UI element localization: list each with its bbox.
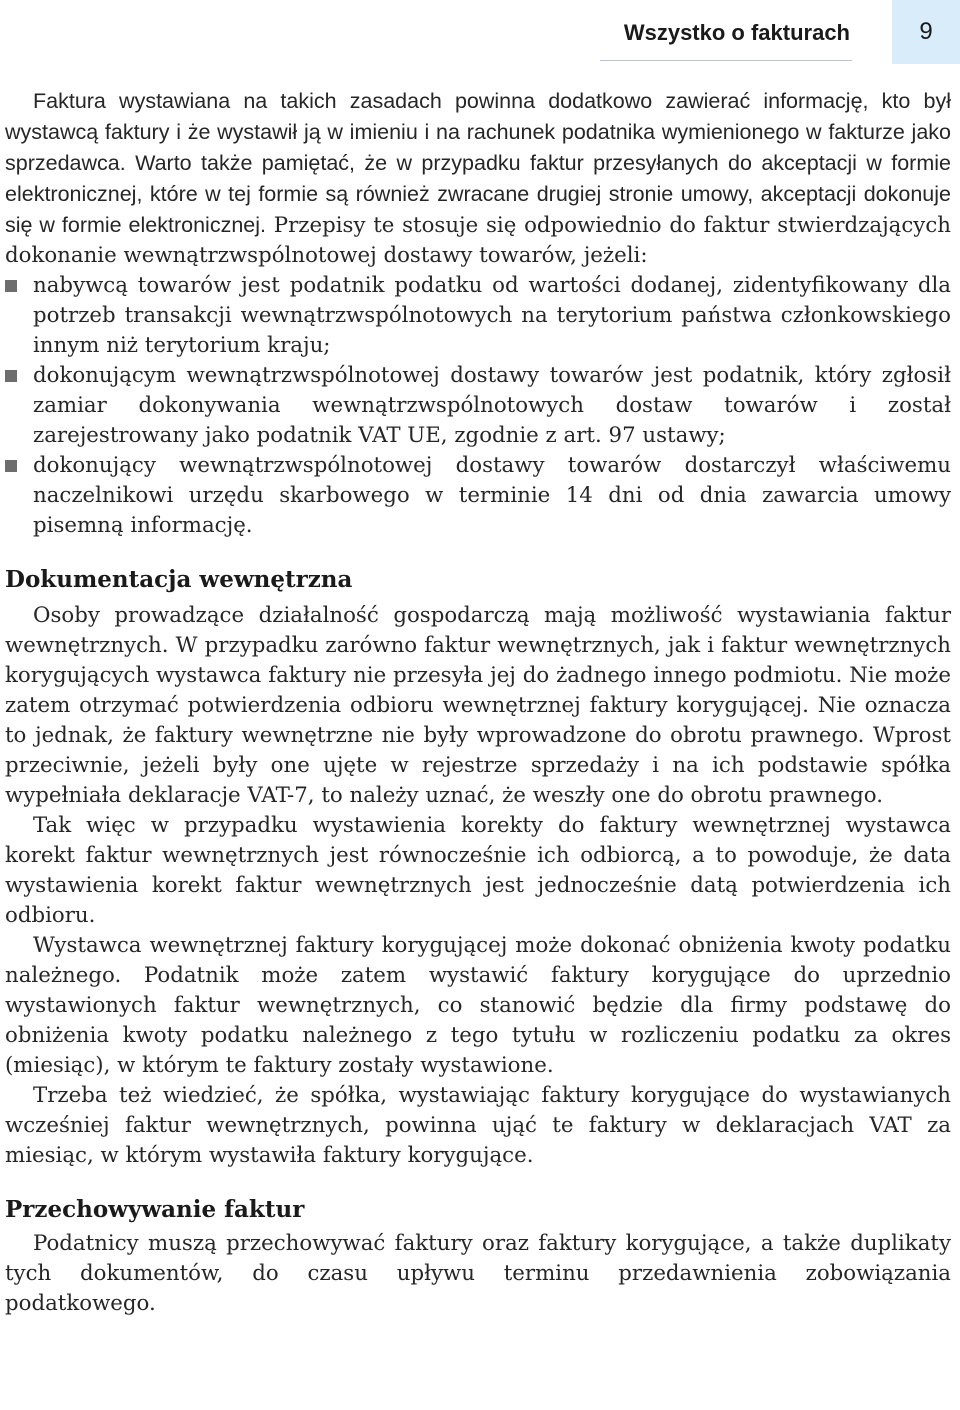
running-title: Wszystko o fakturach [623,20,850,45]
page-body [5,86,951,1319]
bullet-square-icon [5,370,17,382]
section-heading-invoice-storage: Przechowywanie faktur [5,1196,305,1223]
list-item [5,451,951,541]
list-item [5,361,951,451]
header-rule [600,60,852,61]
paragraph: Trzeba też wiedzieć, że spółka, wystawiając faktury korygujące do wystawianych wcześniej faktur wewnętrznych, powinna ująć te faktury w deklaracjach VAT za miesiąc, w którym wystawiła faktury korygujące. [5,1083,951,1168]
conditions-list [5,271,951,541]
list-item-text: dokonującym wewnątrzwspólnotowej dostawy towarów jest podatnik, który zgłosił zamiar dokonywania wewnątrzwspólnotowych dostaw towarów i został zarejestrowany jako podatnik VAT UE, zgodnie z art. 97 ustawy; [33,363,951,448]
intro-paragraph [5,86,951,271]
paragraph: Wystawca wewnętrznej faktury korygującej może dokonać obniżenia kwoty podatku należnego. Podatnik może zatem wystawić faktury korygujące do uprzednio wystawionych faktur wewnętrznych, co stanowić będzie dla firmy podstawę do obniżenia kwoty podatku należnego z tego tytułu w rozliczeniu podatku za okres (miesiąc), w którym te faktury zostały wystawione. [5,933,951,1078]
paragraph: Tak więc w przypadku wystawienia korekty do faktury wewnętrznej wystawca korekt faktur wewnętrznych jest równocześnie ich odbiorcą, a to powoduje, że data wystawienia korekt faktur wewnętrznych jest jednocześnie datą potwierdzenia ich odbioru. [5,813,951,928]
intro-sans-text: Faktura wystawiana na takich zasadach powinna dodatkowo zawierać informację, kto był wystawcą faktury i że wystawił ją w imieniu i na rachunek podatnika wymienionego w fakturze jako sprzedawca. Warto także pamiętać, że w przypadku faktur przesyłanych do akceptacji w formie elektronicznej, które w tej formie są również zwracane drugiej stronie umowy, akceptacji dokonuje się w formie elektronicznej. [5,89,951,237]
paragraph: Podatnicy muszą przechowywać faktury oraz faktury korygujące, a także duplikaty tych dokumentów, do czasu upływu terminu przedawnienia zobowiązania podatkowego. [5,1231,951,1316]
bullet-square-icon [5,460,17,472]
page-number: 9 [892,0,960,64]
list-item-text: nabywcą towarów jest podatnik podatku od wartości dodanej, zidentyfikowany dla potrzeb transakcji wewnątrzwspólnotowych na terytorium państwa członkowskiego innym niż terytorium kraju; [33,273,951,358]
list-item [5,271,951,361]
intro-serif-text: Przepisy te stosuje się odpowiednio do faktur stwierdzających dokonanie wewnątrzwspólnotowej dostawy towarów, jeżeli: [5,213,951,268]
list-item-text: dokonujący wewnątrzwspólnotowej dostawy towarów dostarczył właściwemu naczelnikowi urzędu skarbowego w terminie 14 dni od dnia zawarcia umowy pisemną informację. [33,453,951,538]
page-header [0,0,960,66]
section-heading-internal-documentation: Dokumentacja wewnętrzna [5,566,353,593]
paragraph: Osoby prowadzące działalność gospodarczą mają możliwość wystawiania faktur wewnętrznych. W przypadku zarówno faktur wewnętrznych, jak i faktur wewnętrznych korygujących wystawca faktury nie przesyła jej do żadnego innego podmiotu. Nie może zatem otrzymać potwierdzenia odbioru wewnętrznej faktury korygującej. Nie oznacza to jednak, że faktury wewnętrzne nie były wprowadzone do obrotu prawnego. Wprost przeciwnie, jeżeli były one ujęte w rejestrze sprzedaży i na ich podstawie spółka wypełniała deklaracje VAT-7, to należy uznać, że weszły one do obrotu prawnego. [5,603,951,808]
bullet-square-icon [5,280,17,292]
